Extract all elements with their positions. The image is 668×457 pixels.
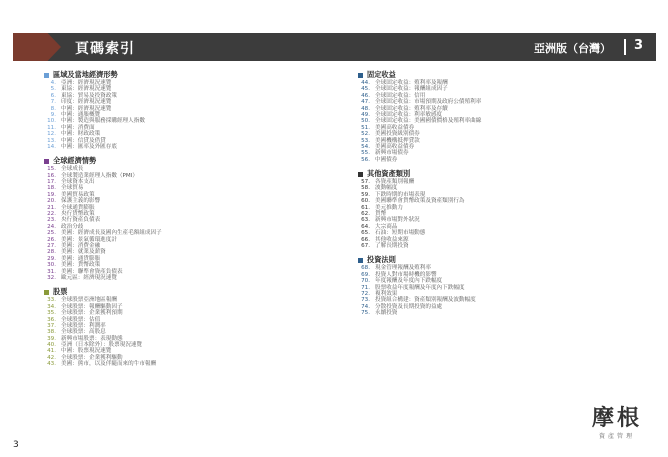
- section-heading: [44, 287, 344, 297]
- index-entry[interactable]: [358, 243, 658, 249]
- entry-title: 中國：股票現況速覽: [61, 348, 112, 355]
- entry-page-number: 27.: [47, 242, 56, 249]
- entry-page-number: 36.: [47, 316, 56, 323]
- entry-title: 全球股票：企業獲利驅動: [61, 354, 123, 361]
- entry-page-number: 29.: [47, 255, 56, 262]
- entry-page-number: 71.: [361, 284, 370, 291]
- entry-page-number: 49.: [361, 111, 370, 118]
- entry-title: 全球固定收益：殖利率及報酬: [375, 80, 448, 86]
- entry-title: 全球股票亞洲地區報酬: [61, 297, 117, 304]
- entry-title: 全球成長: [61, 166, 84, 173]
- entry-page-number: 16.: [47, 172, 56, 179]
- section-title: 區域及當地經濟形勢: [53, 70, 118, 79]
- entry-title: 中國：信貸及借貸: [61, 137, 106, 144]
- entry-title: 美國：消費金融: [61, 242, 101, 249]
- entry-title: 中國：匯率及外匯存底: [61, 143, 117, 150]
- entry-title: 全球製造業經理人指數（PMI）: [61, 172, 138, 179]
- index-entry[interactable]: [44, 361, 344, 367]
- entry-title: 亞洲（日本除外）：股票現況速覽: [61, 342, 143, 349]
- entry-page-number: 35.: [47, 310, 56, 317]
- entry-title: 全球股票：報酬驅動因子: [61, 303, 123, 310]
- page-header: [13, 33, 656, 61]
- entry-title: 全球固定收益：美國國債價格及殖利率曲線: [375, 118, 482, 125]
- entry-title: 投資組合構建：資產類別報酬及波動幅度: [375, 297, 476, 304]
- entry-page-number: 66.: [361, 236, 370, 243]
- entry-title: 了解長期投資: [375, 242, 409, 249]
- entry-title: 美國：景氣循環進度計: [61, 236, 117, 243]
- entry-page-number: 54.: [361, 143, 370, 150]
- entry-title: 亞洲：經濟現況速覽: [61, 80, 112, 86]
- entry-title: 全球固定收益：利率敏感度: [375, 111, 443, 118]
- entry-title: 全球股票：高股息: [61, 329, 106, 336]
- entry-page-number: 61.: [361, 204, 370, 211]
- entry-title: 中國：財政政策: [61, 131, 101, 138]
- entry-page-number: 60.: [361, 198, 370, 205]
- index-column-left: [44, 70, 344, 374]
- entry-title: 新興市場債券: [375, 150, 409, 157]
- entry-title: 全球固定收益：市場預期及政府公債殖利率: [375, 99, 482, 106]
- entry-title: 中國：製造與服務採購經理人指數: [61, 118, 145, 125]
- entry-page-number: 10.: [47, 118, 56, 125]
- entry-page-number: 44.: [361, 80, 370, 86]
- section-title: 股票: [53, 287, 68, 297]
- entry-page-number: 5.: [50, 86, 56, 93]
- entry-page-number: 15.: [47, 166, 56, 173]
- entry-title: 央行資產負債表: [61, 217, 101, 224]
- entry-title: 全球股票：企業獲利預期: [61, 310, 123, 317]
- entry-title: 股票收益年度報酬及年度內下跌幅度: [375, 284, 465, 291]
- entry-title: 全球固定收益：報酬組成因子: [375, 86, 448, 93]
- entry-page-number: 8.: [50, 105, 56, 112]
- index-entry[interactable]: [44, 144, 344, 150]
- entry-page-number: 63.: [361, 217, 370, 224]
- section-bullet-icon: [358, 73, 363, 78]
- entry-page-number: 62.: [361, 211, 370, 218]
- entry-page-number: 6.: [50, 92, 56, 99]
- entry-page-number: 58.: [361, 185, 370, 192]
- entry-page-number: 68.: [361, 265, 370, 272]
- entry-title: 美國：貨幣政策: [61, 262, 101, 269]
- entry-page-number: 67.: [361, 242, 370, 249]
- index-section: [358, 169, 658, 249]
- logo-mark: 摩根: [591, 405, 642, 431]
- entry-title: 央行貨幣政策: [61, 211, 95, 218]
- entry-title: 年度報酬及年度內下跌幅度: [375, 278, 443, 285]
- section-heading: [358, 255, 658, 265]
- entry-title: 美國高收益債券: [375, 124, 415, 131]
- entry-page-number: 30.: [47, 262, 56, 269]
- entry-title: 石油：短期市場動態: [375, 230, 426, 237]
- entry-page-number: 25.: [47, 230, 56, 237]
- section-title: 其他資產類別: [367, 169, 411, 179]
- entry-title: 各資產類別報酬: [375, 179, 415, 186]
- entry-page-number: 43.: [47, 361, 56, 368]
- entry-page-number: 72.: [361, 290, 370, 297]
- entry-title: 永續投資: [375, 310, 398, 317]
- entry-page-number: 39.: [47, 335, 56, 342]
- entry-title: 現金管理報酬及殖利率: [375, 265, 431, 272]
- entry-page-number: 50.: [361, 118, 370, 125]
- entry-title: 全球資本支出: [61, 179, 95, 186]
- entry-title: 美國：就業及薪資: [61, 249, 106, 256]
- entry-page-number: 48.: [361, 105, 370, 112]
- index-entry[interactable]: [44, 275, 344, 281]
- entry-page-number: 28.: [47, 249, 56, 256]
- entry-title: 複利效果: [375, 290, 398, 297]
- entry-title: 東協：經濟現況速覽: [61, 86, 112, 93]
- entry-title: 下跌時期的市場表現: [375, 191, 426, 198]
- section-heading: [44, 156, 344, 166]
- entry-page-number: 46.: [361, 92, 370, 99]
- entry-title: 美國機構抵押貸款: [375, 137, 420, 144]
- entry-title: 歐元區：經濟現況速覽: [61, 274, 117, 281]
- entry-page-number: 45.: [361, 86, 370, 93]
- entry-page-number: 14.: [47, 143, 56, 150]
- entry-page-number: 42.: [47, 354, 56, 361]
- section-bullet-icon: [44, 73, 49, 78]
- header-separator: [624, 39, 626, 55]
- entry-page-number: 32.: [47, 274, 56, 281]
- entry-title: 美國投資級別債券: [375, 131, 420, 138]
- entry-page-number: 56.: [361, 156, 370, 163]
- entry-title: 美國聯準會貨幣政策及資產類別行為: [375, 198, 465, 205]
- entry-page-number: 38.: [47, 329, 56, 336]
- entry-page-number: 4.: [50, 80, 56, 86]
- index-section: [44, 156, 344, 281]
- header-page-number: 3: [633, 38, 643, 53]
- entry-title: 新興市場對外狀況: [375, 217, 420, 224]
- entry-page-number: 65.: [361, 230, 370, 237]
- section-heading: [358, 70, 658, 80]
- entry-title: 中國：消費面: [61, 124, 95, 131]
- section-heading: [358, 169, 658, 179]
- entry-title: 美國：聯準會資產負債表: [61, 268, 123, 275]
- entry-title: 東協：貿易及投資政策: [61, 92, 117, 99]
- entry-page-number: 64.: [361, 223, 370, 230]
- entry-page-number: 11.: [47, 124, 56, 131]
- entry-page-number: 55.: [361, 150, 370, 157]
- entry-page-number: 75.: [361, 310, 370, 317]
- index-column-right: [358, 70, 658, 323]
- entry-page-number: 59.: [361, 191, 370, 198]
- entry-title: 全球通貨膨脹: [61, 204, 95, 211]
- edition-label: 亞洲版（台灣）: [534, 42, 611, 55]
- entry-title: 中國債券: [375, 156, 398, 163]
- entry-page-number: 13.: [47, 137, 56, 144]
- entry-page-number: 31.: [47, 268, 56, 275]
- index-section: [358, 70, 658, 163]
- entry-title: 美國：熊市，以及伴隨而來的牛市報酬: [61, 361, 157, 368]
- entry-title: 美國：經濟成長及國內生產毛額組成因子: [61, 230, 162, 237]
- entry-page-number: 9.: [50, 111, 56, 118]
- company-logo: [582, 405, 652, 449]
- entry-title: 美國高收益債券: [375, 143, 415, 150]
- index-entry[interactable]: [358, 310, 658, 316]
- entry-title: 新興市場股票：表現動態: [61, 335, 123, 342]
- entry-page-number: 74.: [361, 303, 370, 310]
- entry-title: 印度：經濟現況速覽: [61, 99, 112, 106]
- entry-page-number: 21.: [47, 204, 56, 211]
- entry-page-number: 69.: [361, 271, 370, 278]
- entry-page-number: 51.: [361, 124, 370, 131]
- page-title: 頁碼索引: [75, 41, 135, 57]
- entry-title: 大宗商品: [375, 223, 398, 230]
- entry-title: 分散投資及長期投資的益處: [375, 303, 443, 310]
- entry-title: 其他收益來源: [375, 236, 409, 243]
- header-accent-tab: [13, 33, 61, 61]
- entry-page-number: 12.: [47, 131, 56, 138]
- entry-title: 美國貿易政策: [61, 191, 95, 198]
- entry-page-number: 40.: [47, 342, 56, 349]
- section-bullet-icon: [358, 172, 363, 177]
- entry-page-number: 47.: [361, 99, 370, 106]
- section-title: 固定收益: [367, 70, 396, 79]
- entry-title: 保護主義的影響: [61, 198, 101, 205]
- entry-title: 美國：通貨膨脹: [61, 255, 101, 262]
- index-section: [44, 70, 344, 150]
- entry-page-number: 24.: [47, 223, 56, 230]
- entry-page-number: 57.: [361, 179, 370, 186]
- entry-page-number: 37.: [47, 322, 56, 329]
- entry-page-number: 22.: [47, 211, 56, 218]
- entry-title: 貨幣: [375, 211, 387, 218]
- index-entry[interactable]: [358, 157, 658, 163]
- entry-title: 波動幅度: [375, 185, 398, 192]
- entry-title: 中國：通脹概覽: [61, 111, 101, 118]
- entry-title: 中國：經濟現況速覽: [61, 105, 112, 112]
- entry-title: 全球股票：估值: [61, 316, 101, 323]
- entry-title: 全球貿易: [61, 185, 84, 192]
- entry-page-number: 41.: [47, 348, 56, 355]
- entry-title: 政治分歧: [61, 223, 84, 230]
- entry-title: 全球股票：利潤率: [61, 322, 106, 329]
- footer-page-number: 3: [13, 440, 19, 450]
- entry-page-number: 19.: [47, 191, 56, 198]
- entry-page-number: 26.: [47, 236, 56, 243]
- entry-page-number: 7.: [50, 99, 56, 106]
- entry-page-number: 23.: [47, 217, 56, 224]
- section-bullet-icon: [358, 258, 363, 263]
- section-title: 投資法則: [367, 255, 396, 265]
- entry-page-number: 18.: [47, 185, 56, 192]
- entry-title: 全球固定收益：信用: [375, 92, 426, 99]
- entry-page-number: 34.: [47, 303, 56, 310]
- section-title: 全球經濟情勢: [53, 156, 97, 166]
- section-bullet-icon: [44, 159, 49, 164]
- logo-subtitle: 資產管理: [598, 433, 635, 440]
- entry-page-number: 20.: [47, 198, 56, 205]
- entry-title: 美元推動力: [375, 204, 403, 211]
- section-heading: [44, 70, 344, 80]
- entry-page-number: 53.: [361, 137, 370, 144]
- entry-page-number: 17.: [47, 179, 56, 186]
- entry-page-number: 73.: [361, 297, 370, 304]
- index-section: [358, 255, 658, 316]
- entry-page-number: 52.: [361, 131, 370, 138]
- section-bullet-icon: [44, 290, 49, 295]
- index-section: [44, 287, 344, 367]
- entry-title: 投資人對市場時機的影響: [375, 271, 437, 278]
- entry-page-number: 33.: [47, 297, 56, 304]
- entry-title: 全球固定收益：殖利率及存續: [375, 105, 448, 112]
- entry-page-number: 70.: [361, 278, 370, 285]
